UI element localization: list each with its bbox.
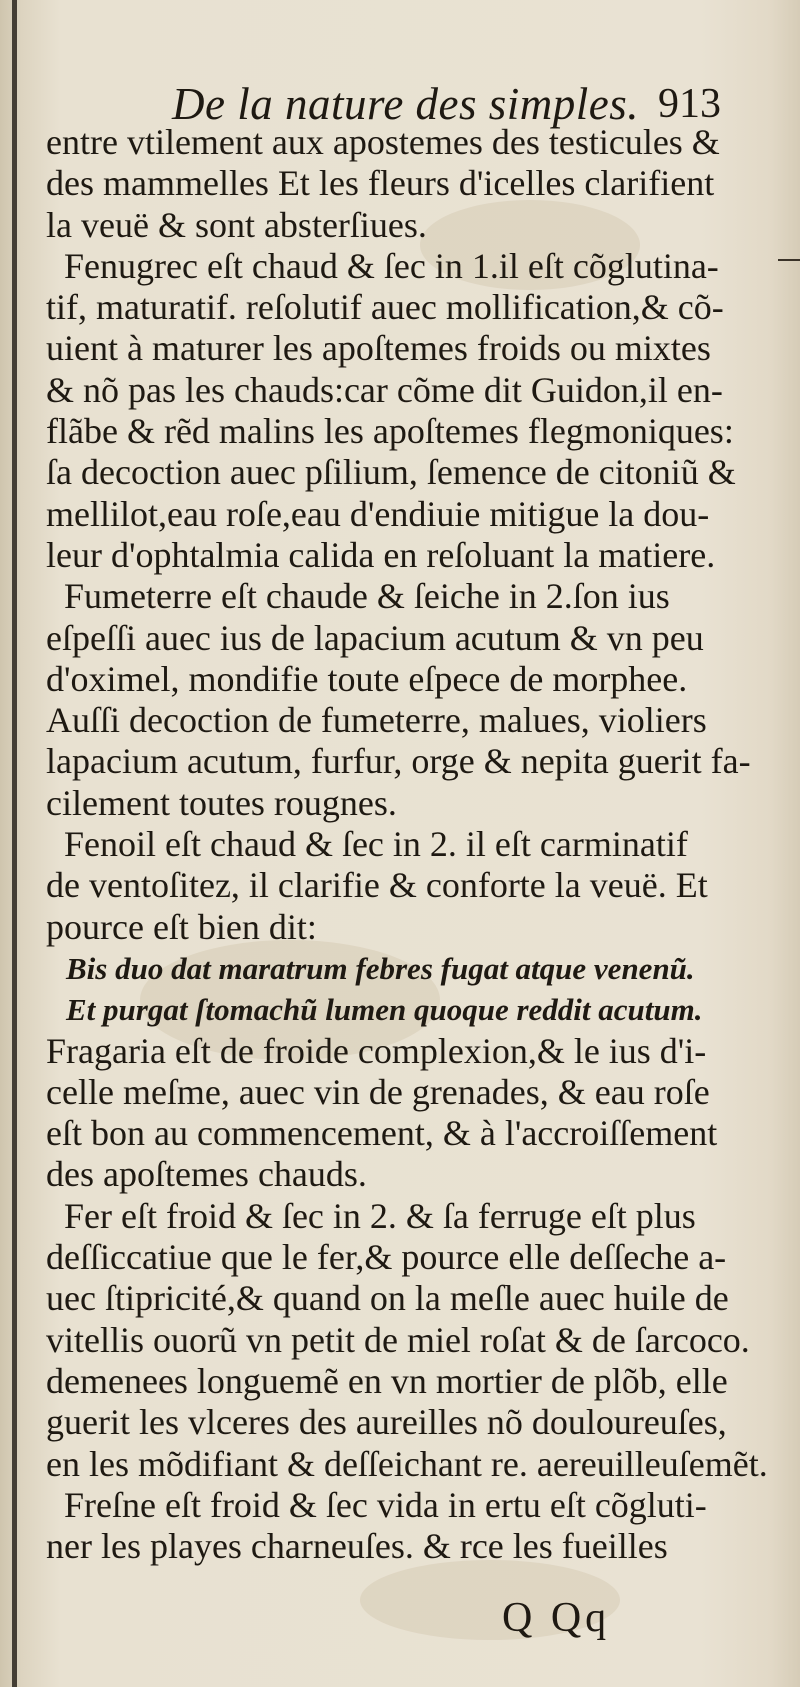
body-text	[46, 122, 768, 1567]
page-spine-edge	[12, 0, 17, 1687]
text-line: demenees longuemẽ en vn mortier de plõb, elle	[46, 1360, 728, 1401]
text-line: deſſiccatiue que le fer,& pource elle deſſeche a-	[46, 1237, 727, 1278]
text-line: eſt bon au commencement, & à l'accroiſſement	[46, 1113, 718, 1154]
text-line: des apoſtemes chauds.	[46, 1154, 367, 1195]
margin-mark	[778, 259, 800, 261]
text-line: la veuë & sont absterſiues.	[46, 204, 427, 245]
verse-line: Bis duo dat maratrum febres fugat atque venenũ.	[66, 950, 695, 986]
page-footer	[0, 1594, 800, 1644]
text-line: eſpeſſi auec ius de lapacium acutum & vn peu	[46, 617, 704, 658]
text-line: entre vtilement aux apostemes des testicules &	[46, 122, 720, 162]
text-line: Freſne eſt froid & ſec vida in ertu eſt cõgluti-	[64, 1484, 707, 1525]
page-number: 913	[658, 81, 721, 127]
text-line: cilement toutes rougnes.	[46, 782, 397, 823]
text-line: mellilot,eau roſe,eau d'endiuie mitigue la dou-	[46, 493, 710, 534]
text-line: Fenugrec eſt chaud & ſec in 1.il eſt cõglutina-	[64, 245, 719, 286]
text-line: Fragaria eſt de froide complexion,& le ius d'i-	[46, 1030, 707, 1071]
text-line: uec ſtipricité,& quand on la meſle auec huile de	[46, 1278, 729, 1319]
text-line: pource eſt bien dit:	[46, 906, 317, 947]
text-line: guerit les vlceres des aureilles nõ douloureuſes,	[46, 1402, 727, 1443]
text-line: ner les playes charneuſes. & rce les fueilles	[46, 1526, 668, 1567]
text-line: celle meſme, auec vin de grenades, & eau roſe	[46, 1071, 710, 1112]
running-title: De la nature des simples.	[172, 79, 640, 129]
text-line: lapacium acutum, furfur, orge & nepita guerit fa-	[46, 741, 751, 782]
text-line: Fenoil eſt chaud & ſec in 2. il eſt carminatif	[64, 824, 688, 865]
text-line: Fumeterre eſt chaude & ſeiche in 2.ſon ius	[64, 576, 670, 617]
text-line: Fer eſt froid & ſec in 2. & ſa ferruge eſt plus	[64, 1195, 696, 1236]
text-line: tif, maturatif. reſolutif auec mollification,& cõ-	[46, 287, 724, 328]
text-line: Auſſi decoction de fumeterre, malues, violiers	[46, 700, 707, 741]
text-line: des mammelles Et les fleurs d'icelles clarifient	[46, 163, 715, 204]
text-line: ſa decoction auec pſilium, ſemence de citoniũ &	[46, 452, 736, 493]
verse-line: Et purgat ſtomachũ lumen quoque reddit acutum.	[66, 992, 703, 1028]
text-line: de ventoſitez, il clarifie & conforte la veuë. Et	[46, 865, 708, 906]
signature-mark: Q Qq	[502, 1595, 611, 1641]
text-line: vitellis ouorũ vn petit de miel roſat & de ſarcoco.	[46, 1319, 750, 1360]
text-line: leur d'ophtalmia calida en reſoluant la matiere.	[46, 534, 716, 575]
text-line: en les mõdifiant & deſſeichant re. aereuilleuſemẽt.	[46, 1443, 768, 1484]
text-line: & nõ pas les chauds:car cõme dit Guidon,il en-	[46, 369, 723, 410]
text-line: flãbe & rẽd malins les apoſtemes flegmoniques:	[46, 411, 734, 452]
text-line: d'oximel, mondifie toute eſpece de morphee.	[46, 658, 688, 699]
text-line: uient à maturer les apoſtemes froids ou mixtes	[46, 328, 711, 369]
page-header	[0, 78, 800, 128]
